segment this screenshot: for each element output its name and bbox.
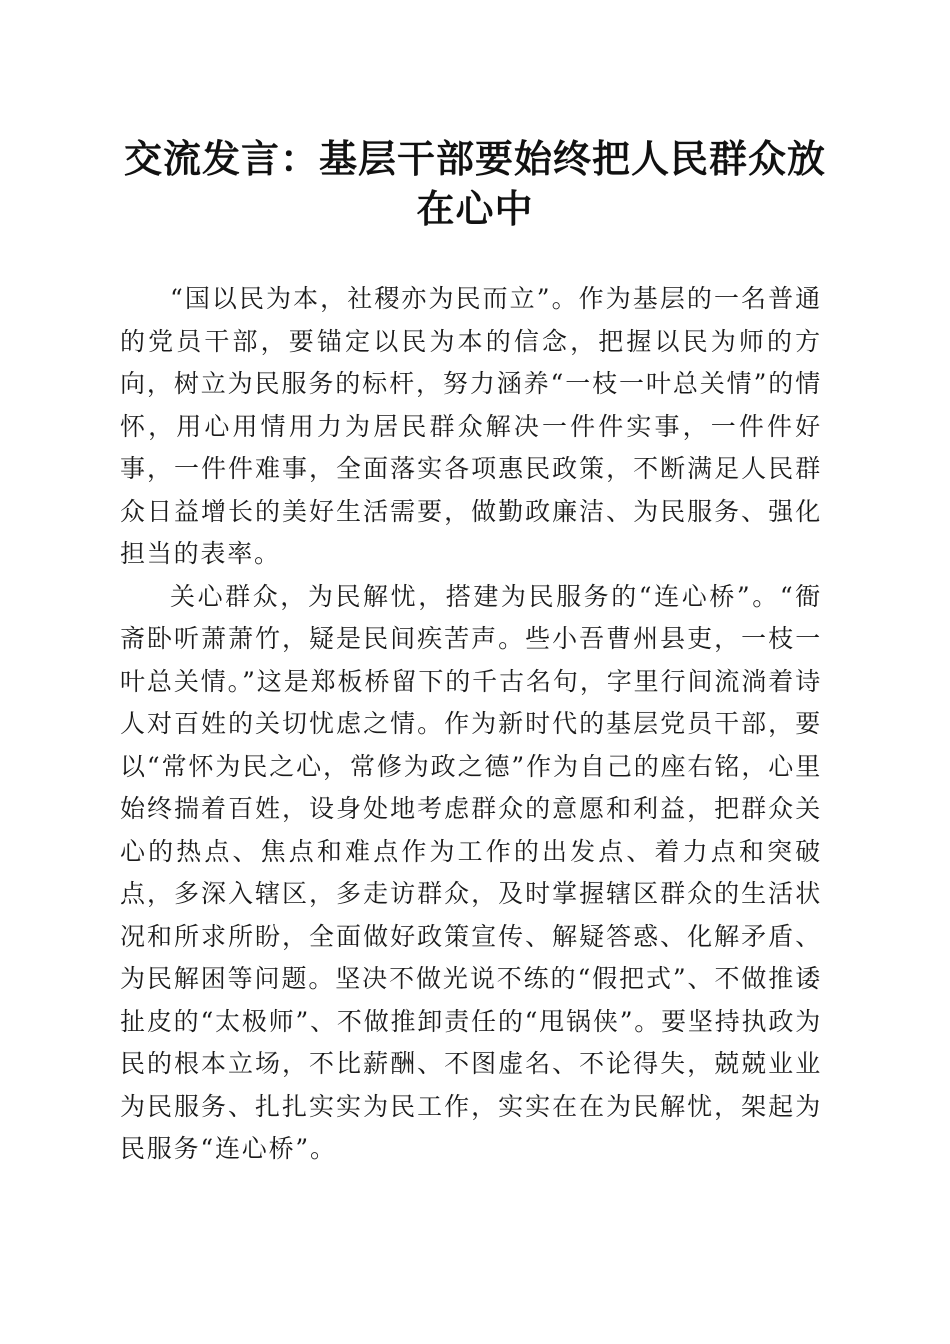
- paragraph-2: 关心群众，为民解忧，搭建为民服务的“连心桥”。“衙斋卧听萧萧竹，疑是民间疾苦声。些小吾曹州县吏，一枝一叶总关情。”这是郑板桥留下的千古名句，字里行间流淌着诗人对百姓的关切忧虑之情。作为新时代的基层党员干部，要以“常怀为民之心，常修为政之德”作为自己的座右铭，心里始终揣着百姓，设身处地考虑群众的意愿和利益，把群众关心的热点、焦点和难点作为工作的出发点、着力点和突破点，多深入辖区，多走访群众，及时掌握辖区群众的生活状况和所求所盼，全面做好政策宣传、解疑答惑、化解矛盾、为民解困等问题。坚决不做光说不练的“假把式”、不做推诿扯皮的“太极师”、不做推卸责任的“甩锅侠”。要坚持执政为民的根本立场，不比薪酬、不图虚名、不论得失，兢兢业业为民服务、扎扎实实为民工作，实实在在为民解忧，架起为民服务“连心桥”。: [120, 581, 822, 1163]
- document-body: [120, 278, 822, 1171]
- document-title: 交流发言：基层干部要始终把人民群众放在心中: [123, 136, 826, 231]
- paragraph-1: “国以民为本，社稷亦为民而立”。作为基层的一名普通的党员干部，要锚定以民为本的信念，把握以民为师的方向，树立为民服务的标杆，努力涵养“一枝一叶总关情”的情怀，用心用情用力为居民群众解决一件件实事，一件件好事，一件件难事，全面落实各项惠民政策，不断满足人民群众日益增长的美好生活需要，做勤政廉洁、为民服务、强化担当的表率。: [120, 284, 822, 568]
